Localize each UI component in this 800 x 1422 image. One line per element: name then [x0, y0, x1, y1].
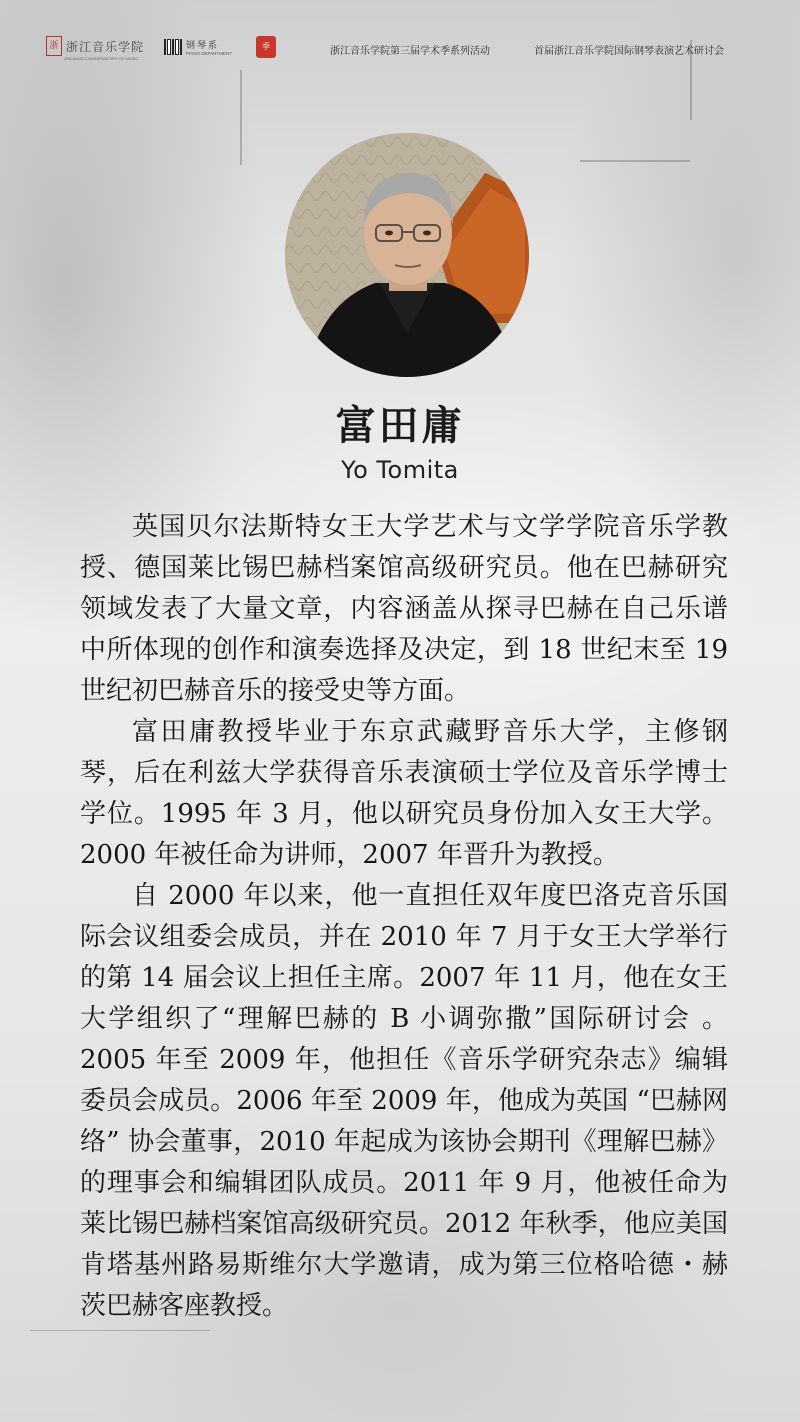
speaker-portrait — [285, 133, 529, 377]
biography-paragraph: 英国贝尔法斯特女王大学艺术与文学学院音乐学教授、德国莱比锡巴赫档案馆高级研究员。他在巴赫研究领域发表了大量文章，内容涵盖从探寻巴赫在自己乐谱中所体现的创作和演奏选择及决定，到 18 世纪末至 19 世纪初巴赫音乐的接受史等方面。 — [80, 512, 728, 706]
background-streak — [580, 160, 690, 162]
conservatory-name: 浙江音乐学院 — [66, 39, 145, 54]
piano-department-logo — [164, 38, 232, 56]
conservatory-logo — [46, 36, 145, 61]
portrait-illustration — [285, 133, 529, 377]
event-series-title: 浙江音乐学院第三届学术季系列活动 — [330, 46, 490, 57]
biography-paragraph: 富田庸教授毕业于东京武藏野音乐大学，主修钢琴，后在利兹大学获得音乐表演硕士学位及音乐学博士学位。1995 年 3 月，他以研究员身份加入女王大学。2000 年被任命为讲师，2007 年晋升为教授。 — [80, 717, 728, 870]
piano-keys-icon — [164, 39, 182, 55]
piano-department-name-en: PIANO DEPARTMENT — [186, 51, 232, 56]
symposium-title: 首届浙江音乐学院国际钢琴表演艺术研讨会 — [534, 46, 724, 57]
header-bar — [0, 30, 800, 66]
speaker-name-chinese: 富田庸 — [335, 402, 465, 449]
speaker-name-english: Yo Tomita — [341, 456, 459, 484]
piano-department-name: 钢琴系 — [186, 41, 220, 51]
background-streak — [240, 70, 242, 165]
conservatory-name-en: ZHEJIANG CONSERVATORY OF MUSIC — [64, 56, 139, 61]
biography-paragraph: 自 2000 年以来，他一直担任双年度巴洛克音乐国际会议组委会成员，并在 2010 年 7 月于女王大学举行的第 14 届会议上担任主席。2007 年 11 月，他在女王大学组织了“理解巴赫的 B 小调弥撒”国际研讨会 。2005 年至 2009 年，他担任《音乐学研究杂志》编辑委员会成员。2006 年至 2009 年，他成为英国 “巴赫网络” 协会董事，2010 年起成为该协会期刊《理解巴赫》的理事会和编辑团队成员。2011 年 9 月，他被任命为莱比锡巴赫档案馆高级研究员。2012 年秋季，他应美国肯塔基州路易斯维尔大学邀请，成为第三位格哈德・赫茨巴赫客座教授。 — [80, 881, 728, 1321]
background-streak — [30, 1330, 210, 1331]
biography — [80, 507, 728, 1327]
conservatory-seal-icon: 浙 — [46, 36, 62, 56]
academic-season-badge-icon: 季 — [256, 36, 276, 58]
